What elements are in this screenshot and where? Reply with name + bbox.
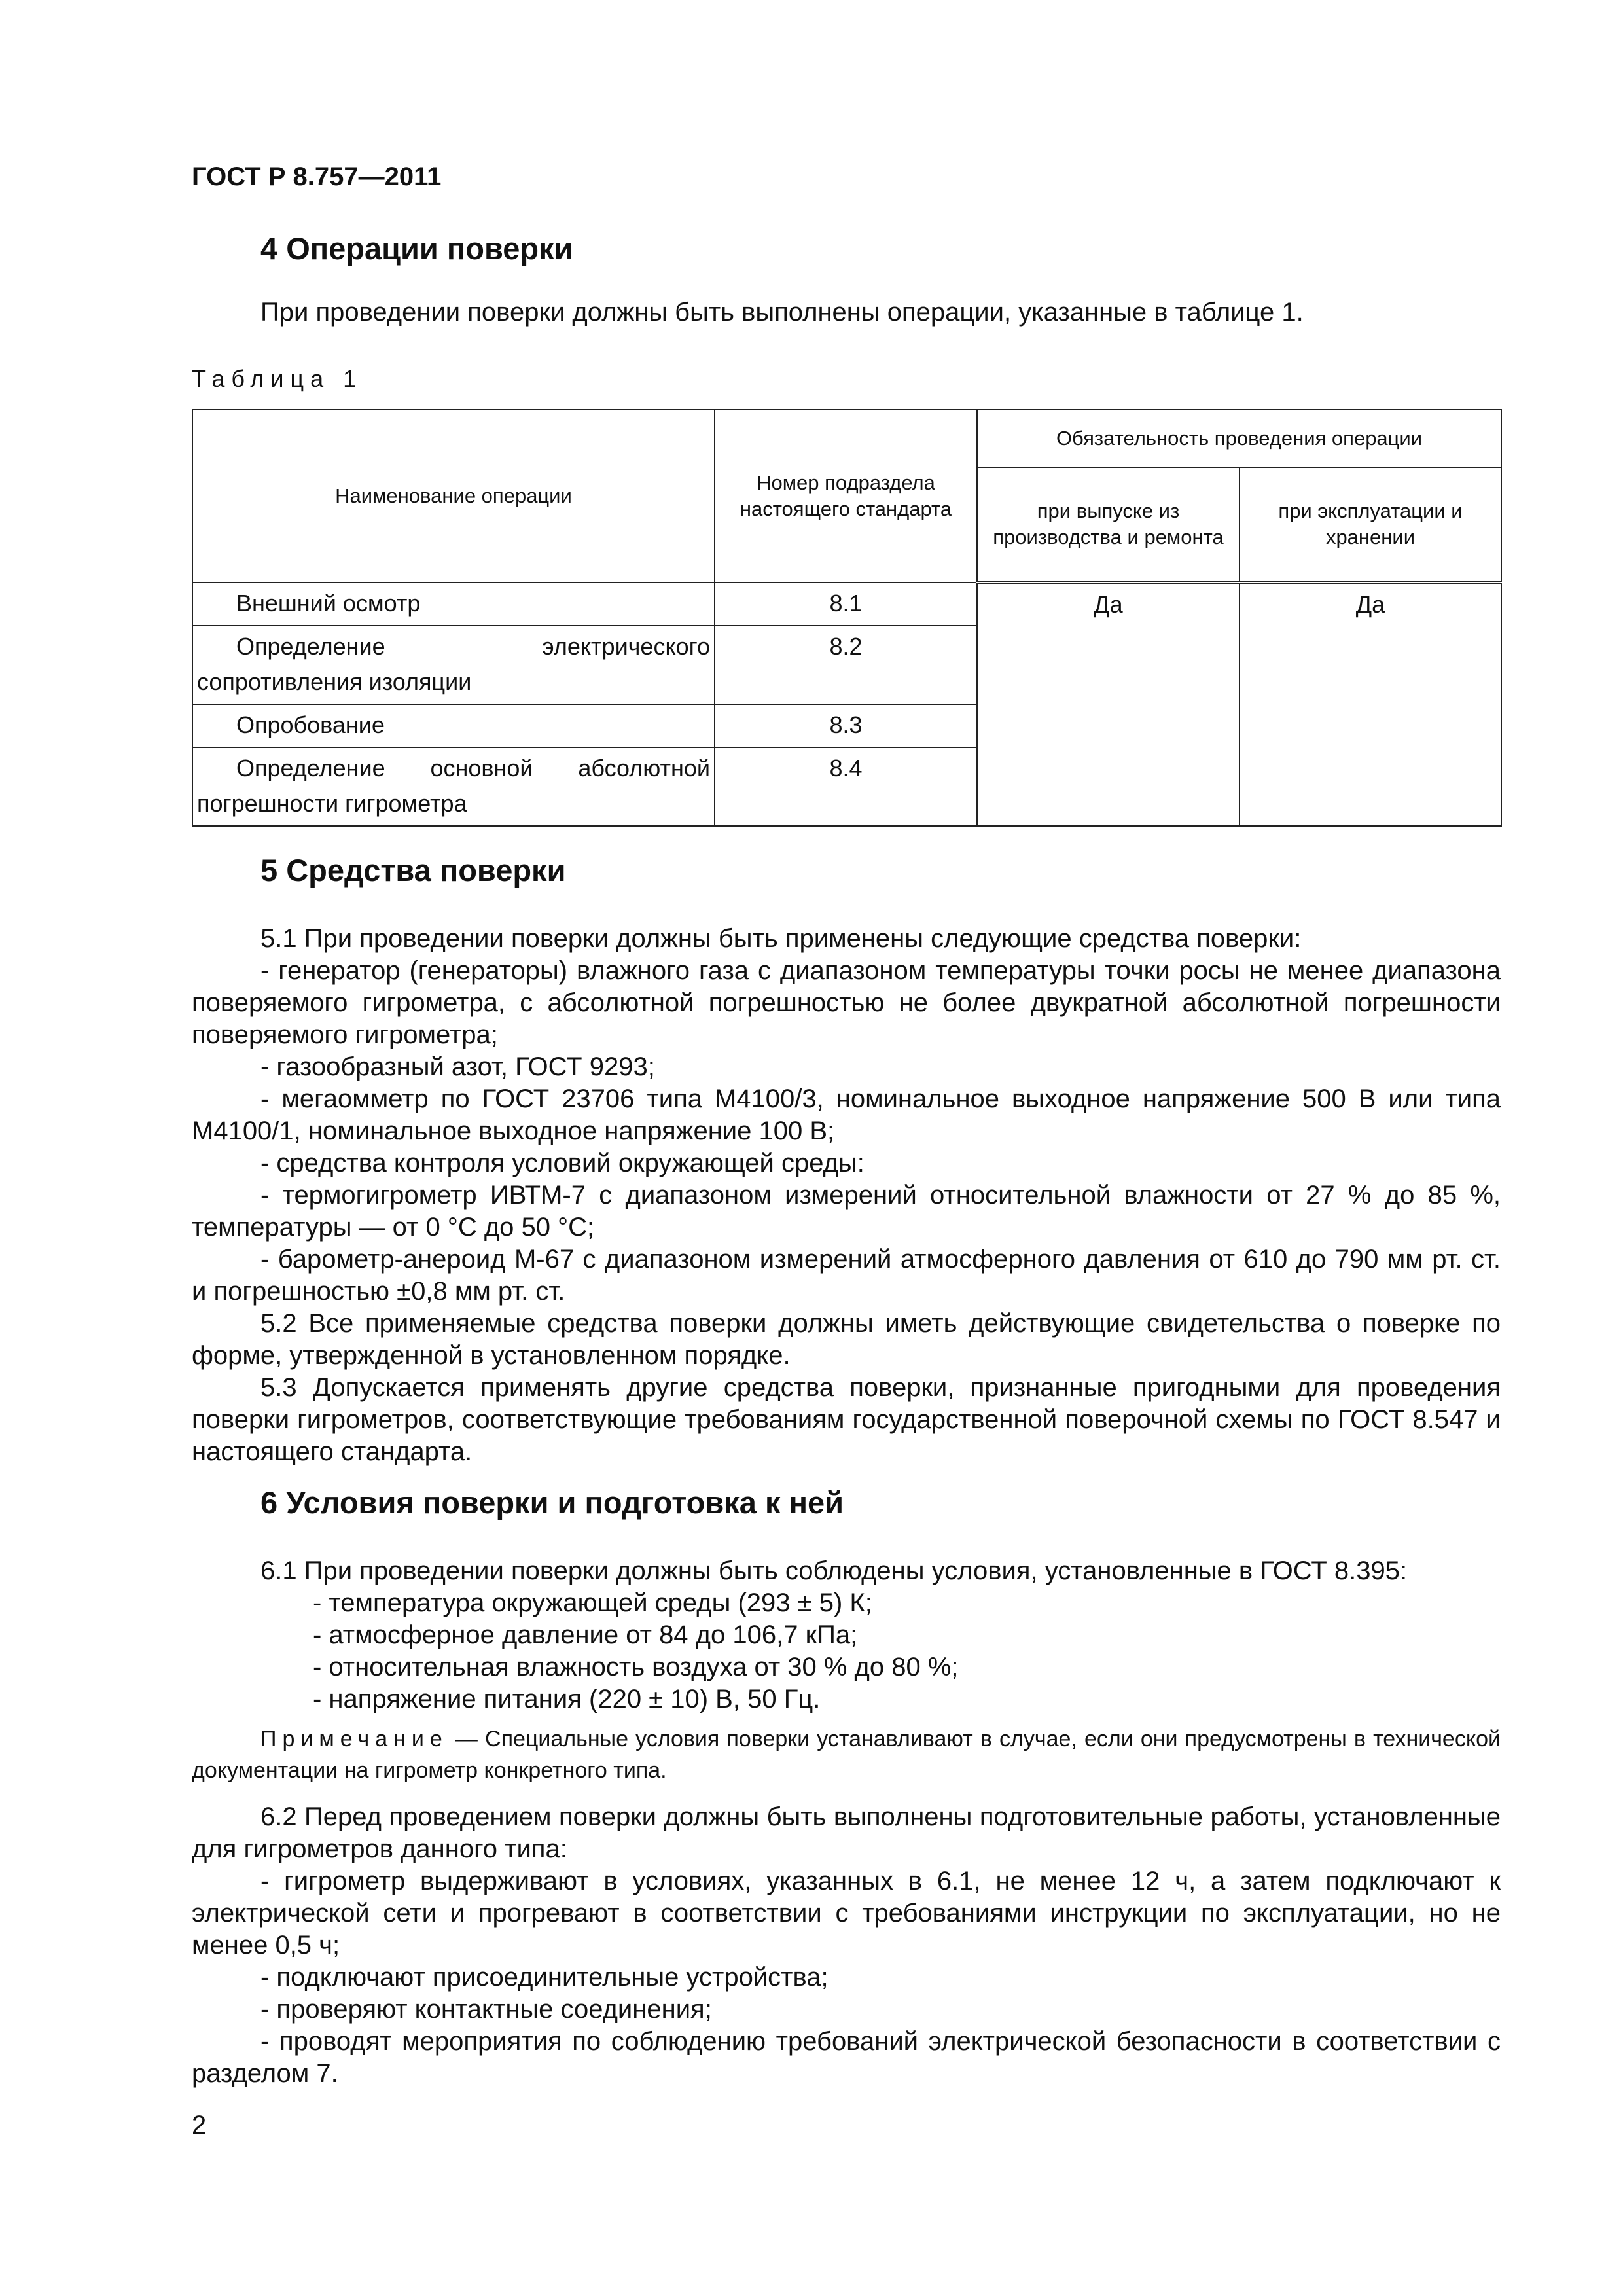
list-item: - подключают присоединительные устройства; bbox=[260, 1963, 829, 1992]
list-item: - барометр-анероид М-67 с диапазоном измерений атмосферного давления от 610 до 790 мм рт. ст. и погрешностью ±0,8 мм рт. ст. bbox=[192, 1245, 1501, 1306]
list-item: - гигрометр выдерживают в условиях, указанных в 6.1, не менее 12 ч, а затем подключают к электрической сети и прогревают в соответствии с требованиями инструкции по эксплуатации, но не менее 0,5 ч; bbox=[192, 1867, 1501, 1960]
list-item: - температура окружающей среды (293 ± 5) К; bbox=[313, 1588, 872, 1617]
row-operation-name: Определение основной абсолютной погрешности гигрометра bbox=[197, 755, 710, 817]
header-subsection-number: Номер подраздела настоящего стандарта bbox=[715, 410, 977, 583]
header-operation-name: Наименование операции bbox=[192, 410, 715, 583]
note-text: — Специальные условия поверки устанавливают в случае, если они предусмотрены в технической документации на гигрометр конкретного типа. bbox=[192, 1727, 1501, 1783]
list-item: - атмосферное давление от 84 до 106,7 кПа; bbox=[313, 1621, 858, 1649]
section-6-conditions bbox=[192, 1555, 1501, 1715]
header-obligation: Обязательность проведения операции bbox=[977, 410, 1501, 467]
section-5-title: 5 Средства поверки bbox=[260, 853, 566, 888]
list-item: - проверяют контактные соединения; bbox=[260, 1995, 712, 2024]
header-at-operation: при эксплуатации и хранении bbox=[1240, 467, 1501, 583]
list-item: - газообразный азот, ГОСТ 9293; bbox=[260, 1052, 655, 1081]
row-operation-name: Внешний осмотр bbox=[236, 590, 421, 617]
section-6-title: 6 Условия поверки и подготовка к ней bbox=[260, 1485, 844, 1520]
page-number: 2 bbox=[192, 2111, 207, 2140]
row-subsection-number: 8.4 bbox=[715, 747, 977, 826]
yes-at-operation: Да bbox=[1240, 583, 1501, 826]
row-operation-name: Опробование bbox=[236, 711, 385, 738]
row-operation-name: Определение электрического сопротивления изоляции bbox=[197, 633, 710, 695]
list-item: - относительная влажность воздуха от 30 % до 80 %; bbox=[313, 1653, 959, 1681]
section-6-preparation bbox=[192, 1801, 1501, 2090]
operations-table bbox=[192, 409, 1502, 827]
list-item: - мегаомметр по ГОСТ 23706 типа М4100/3, номинальное выходное напряжение 500 В или типа М4100/1, номинальное выходное напряжение 100 В; bbox=[192, 1085, 1501, 1145]
list-item: - термогигрометр ИВТМ-7 с диапазоном измерений относительной влажности от 27 % до 85 %, температуры — от 0 °С до 50 °С; bbox=[192, 1181, 1501, 1242]
paragraph-5-2: 5.2 Все применяемые средства поверки должны иметь действующие свидетельства о поверке по форме, утвержденной в установленном порядке. bbox=[192, 1309, 1501, 1370]
section-5-body bbox=[192, 923, 1501, 1468]
list-item: - проводят мероприятия по соблюдению требований электрической безопасности в соответствии с разделом 7. bbox=[192, 2027, 1501, 2088]
paragraph-6-1: 6.1 При проведении поверки должны быть соблюдены условия, установленные в ГОСТ 8.395: bbox=[260, 1556, 1408, 1585]
list-item: - напряжение питания (220 ± 10) В, 50 Гц. bbox=[313, 1685, 821, 1713]
table-row bbox=[192, 583, 1501, 626]
list-item: - генератор (генераторы) влажного газа с диапазоном температуры точки росы не менее диапазона поверяемого гигрометра, с абсолютной погрешностью не более двукратной абсолютной погрешности поверяемого гигрометра; bbox=[192, 956, 1501, 1049]
row-subsection-number: 8.3 bbox=[715, 704, 977, 747]
list-item: - средства контроля условий окружающей среды: bbox=[260, 1149, 865, 1177]
note bbox=[192, 1723, 1501, 1786]
header-at-release: при выпуске из производства и ремонта bbox=[977, 467, 1240, 583]
section-4-intro: При проведении поверки должны быть выполнены операции, указанные в таблице 1. bbox=[260, 298, 1304, 327]
yes-at-release: Да bbox=[977, 583, 1240, 826]
section-4-title: 4 Операции поверки bbox=[260, 231, 573, 266]
table-caption: Таблица 1 bbox=[192, 365, 363, 392]
row-subsection-number: 8.2 bbox=[715, 626, 977, 704]
document-code-header: ГОСТ Р 8.757—2011 bbox=[192, 162, 442, 191]
paragraph-5-1: 5.1 При проведении поверки должны быть применены следующие средства поверки: bbox=[260, 924, 1302, 953]
row-subsection-number: 8.1 bbox=[715, 583, 977, 626]
paragraph-5-3: 5.3 Допускается применять другие средства поверки, признанные пригодными для проведения поверки гигрометров, соответствующие требованиям государственной поверочной схемы по ГОСТ 8.547 и настоящего стандарта. bbox=[192, 1373, 1501, 1466]
paragraph-6-2: 6.2 Перед проведением поверки должны быть выполнены подготовительные работы, установленные для гигрометров данного типа: bbox=[192, 1803, 1501, 1863]
note-label: Примечание bbox=[260, 1727, 448, 1751]
